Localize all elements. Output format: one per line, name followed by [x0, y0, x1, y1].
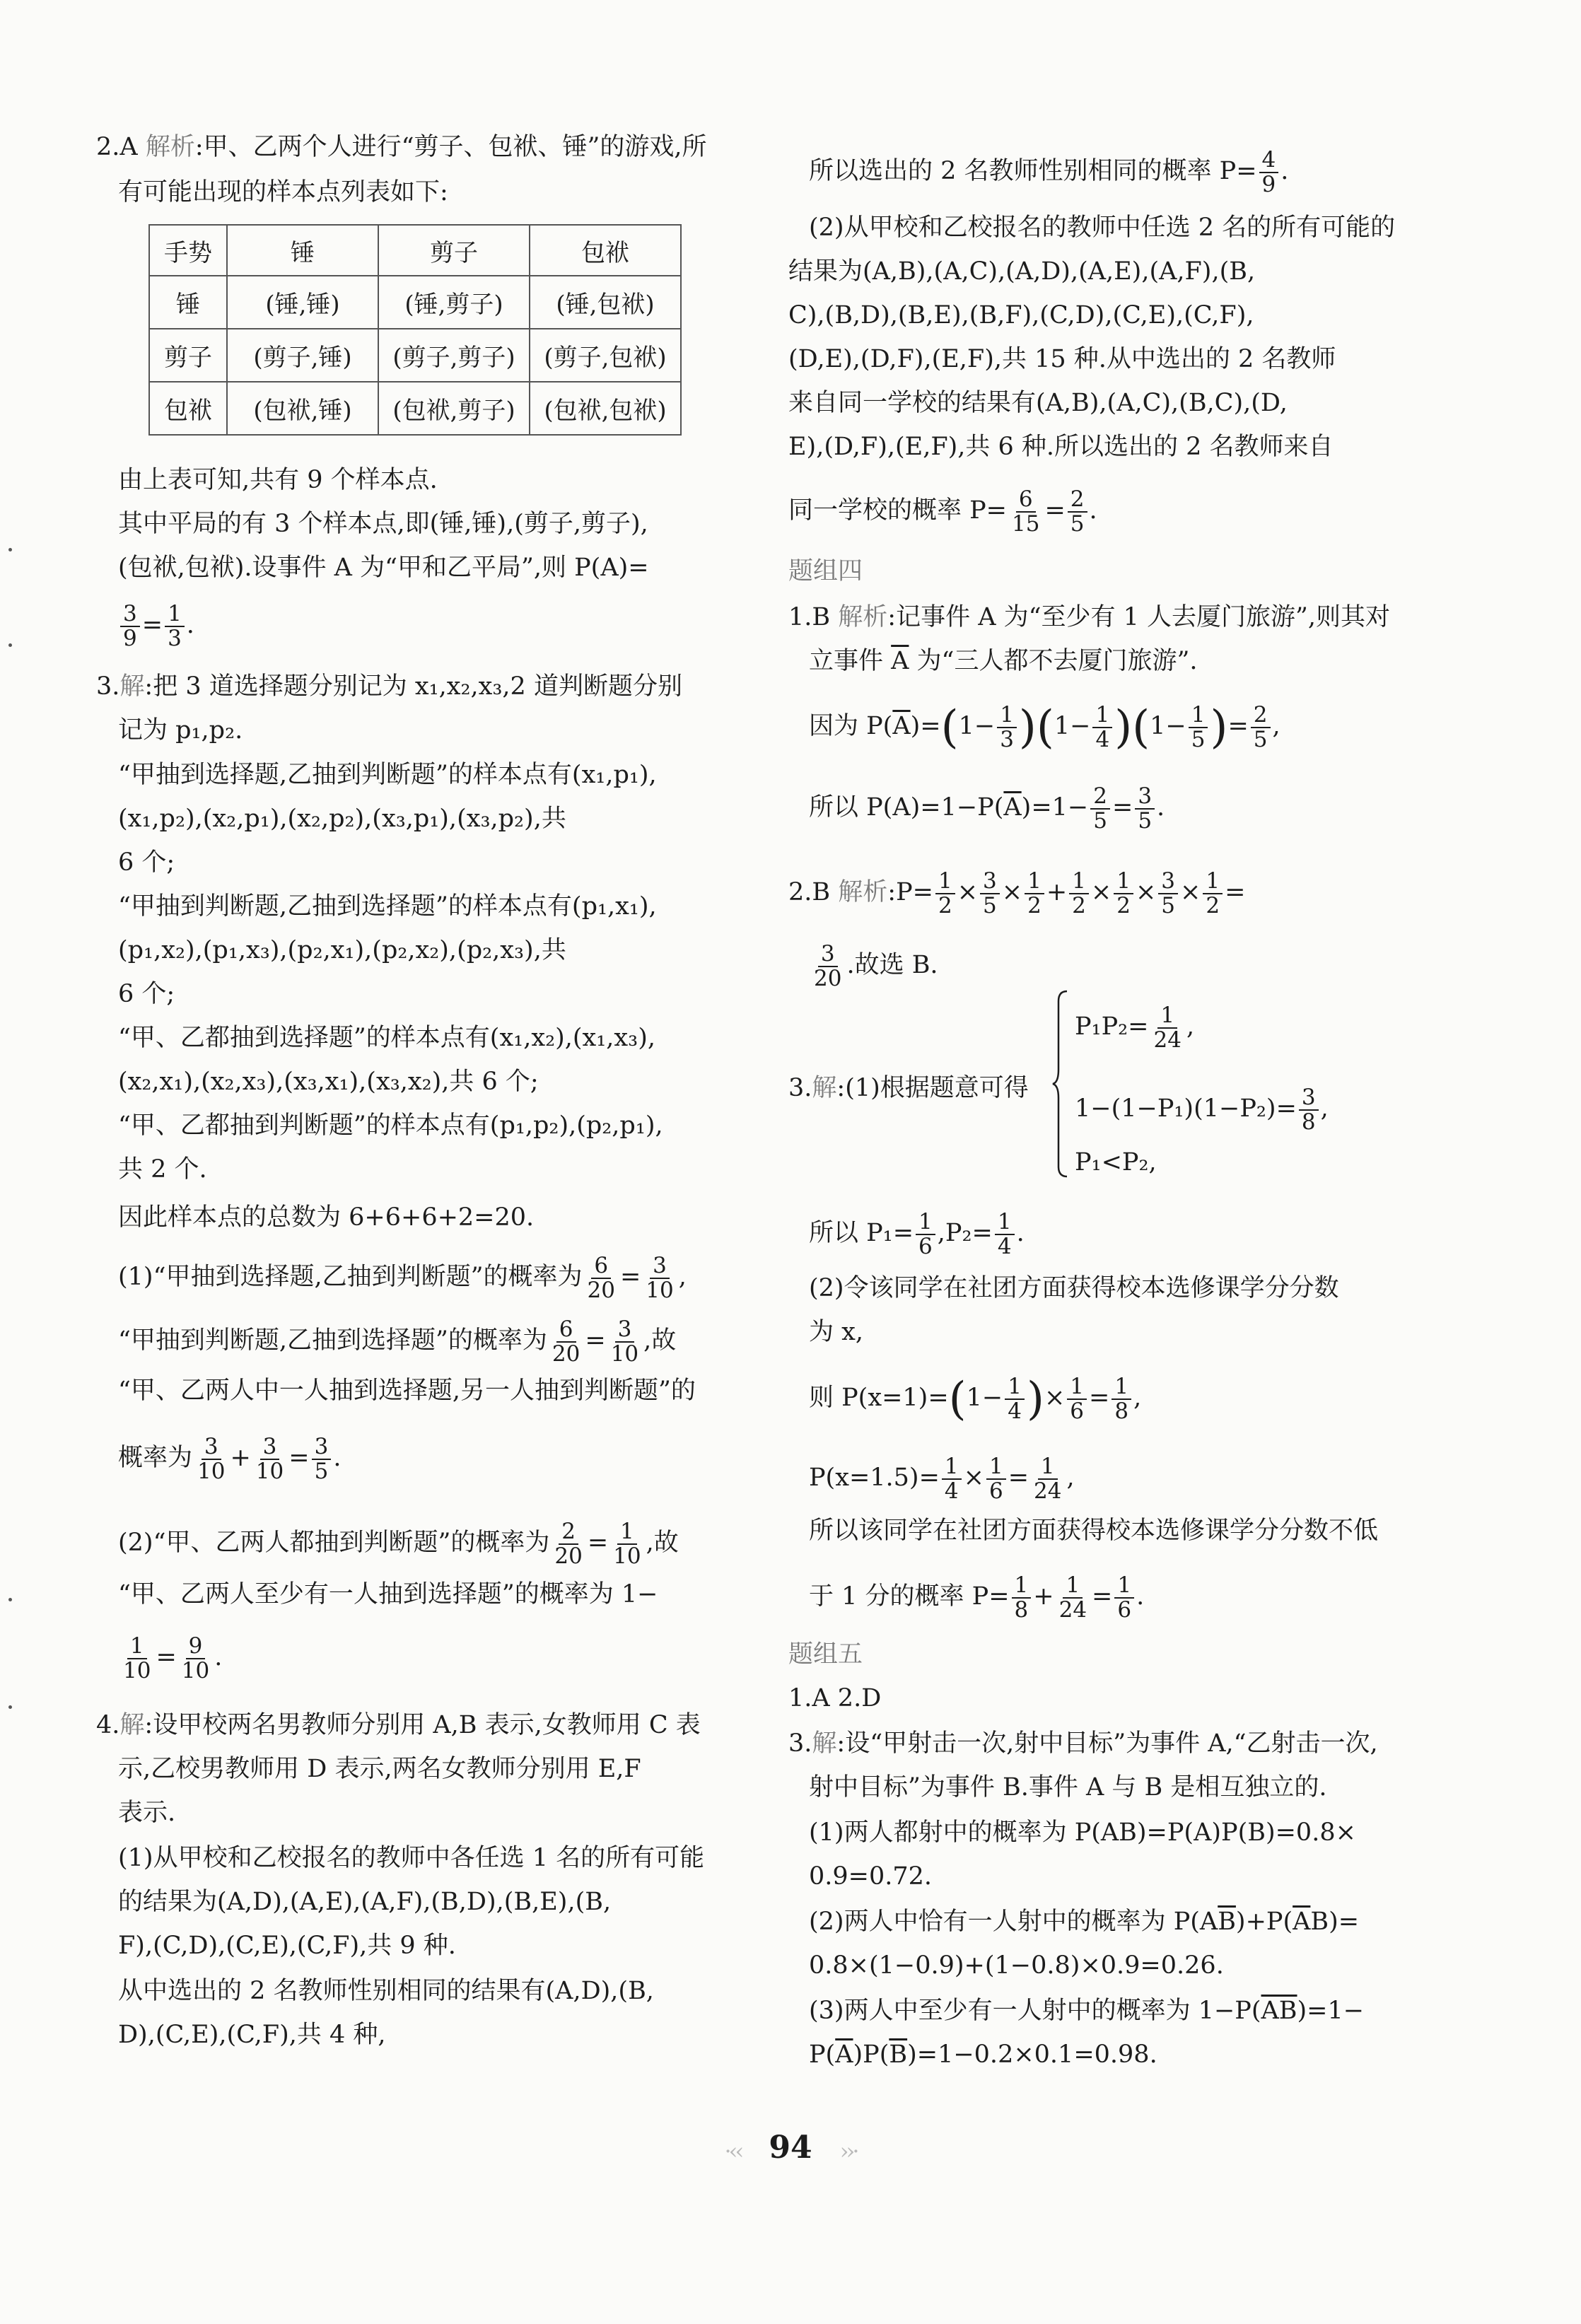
q2-line-2: 有可能出现的样本点列表如下: [118, 178, 448, 206]
fraction: $\frac{3}{5}$ [312, 1435, 332, 1483]
table-cell: 锤 [227, 225, 378, 276]
fraction: $\frac{3}{10}$ [197, 1434, 226, 1484]
fraction: $\frac{1}{6}$ [986, 1455, 1006, 1502]
g4q3-line-8: 于 1 分的概率 P= $\frac{1}{8}$ + $\frac{1}{24}$ = $\frac{1}{6}$ . [809, 1572, 1145, 1623]
table-cell: 锤 [149, 276, 227, 329]
answer-label: 解析 [145, 133, 195, 161]
fraction: $\frac{3}{9}$ [120, 602, 140, 650]
fraction: $\frac{2}{5}$ [1068, 488, 1087, 535]
fraction: $\frac{3}{10}$ [646, 1253, 674, 1303]
g5-line-3: 射中目标”为事件 B.事件 A 与 B 是相互独立的. [809, 1773, 1327, 1802]
group-heading-5: 题组五 [788, 1640, 863, 1669]
table-cell: (剪子,锤) [227, 329, 378, 382]
decor-left: ·‹‹ [724, 2137, 742, 2165]
table-cell: (剪子,包袱) [530, 329, 681, 382]
g5-line-4: (1)两人都射中的概率为 P(AB)=P(A)P(B)=0.8× [809, 1818, 1356, 1847]
r-line-2: (2)从甲校和乙校报名的教师中任选 2 名的所有可能的 [809, 214, 1396, 242]
fraction: $\frac{1}{6}$ [916, 1210, 935, 1258]
group-heading-4: 题组四 [788, 557, 863, 585]
g4q2-line-2: $\frac{3}{20}$ .故选 B. [809, 942, 938, 990]
fraction: $\frac{6}{15}$ [1012, 486, 1040, 537]
table-cell: (包袱,锤) [227, 382, 378, 435]
q4-line-8: D),(C,E),(C,F),共 4 种, [118, 2021, 386, 2049]
q3-line-12: 共 2 个. [118, 1155, 207, 1184]
fraction: $\frac{1}{3}$ [165, 602, 185, 650]
g4q3-line-1: 3.解:(1)根据题意可得 [788, 1074, 1029, 1102]
q4-line-1: 4.解:设甲校两名男教师分别用 A,B 表示,女教师用 C 表 [96, 1711, 701, 1739]
q3-line-10: (x₂,x₁),(x₂,x₃),(x₃,x₁),(x₃,x₂),共 6 个; [118, 1068, 539, 1096]
left-brace [1051, 988, 1070, 1179]
g4q1-line-1: 1.B 解析:记事件 A 为“至少有 1 人去厦门旅游”,则其对 [788, 603, 1391, 631]
fraction: $\frac{6}{20}$ [552, 1316, 581, 1367]
g4q1-line-3: 因为 $P(\overline{A})=(1-$ $\frac{1}{3}$ )(1− $\frac{1}{4}$ )(1− $\frac{1}{5}$ )= $\frac{2}{5}$ , [809, 701, 1280, 754]
q2-line-6: $\frac{3}{9}$ = $\frac{1}{3}$ . [118, 602, 194, 650]
q4-line-6: F),(C,D),(C,E),(C,F),共 9 种. [118, 1932, 456, 1960]
fraction: $\frac{3}{10}$ [610, 1316, 639, 1367]
g5-line-2: 3.解:设“甲射击一次,射中目标”为事件 A,“乙射击一次, [788, 1729, 1378, 1758]
q3-line-16: “甲、乙两人中一人抽到选择题,另一人抽到判断题”的 [118, 1377, 696, 1405]
scan-speck [8, 1705, 12, 1709]
fraction: $\frac{1}{6}$ [1067, 1375, 1087, 1423]
q2-line-3: 由上表可知,共有 9 个样本点. [118, 466, 438, 494]
table-cell: (锤,剪子) [378, 276, 530, 329]
g5-line-8: (3)两人中至少有一人射中的概率为 $1-P(\overline{AB})=1-$ [809, 1997, 1365, 2025]
q4-line-5: 的结果为(A,D),(A,E),(A,F),(B,D),(B,E),(B, [118, 1888, 612, 1916]
q3-line-4: (x₁,p₂),(x₂,p₁),(x₂,p₂),(x₃,p₁),(x₃,p₂),共 [118, 805, 566, 833]
fraction: $\frac{1}{10}$ [613, 1519, 641, 1569]
fraction: $\frac{1}{2}$ [1203, 870, 1223, 917]
scan-speck [8, 643, 12, 647]
g5-line-6: (2)两人中恰有一人射中的概率为 $P(A\overline{B})+P(\overline{A}B)=$ [809, 1908, 1360, 1936]
g4q3-line-6: P(x=1.5)= $\frac{1}{4}$ × $\frac{1}{6}$ = $\frac{1}{24}$ , [809, 1454, 1075, 1504]
eq-line-2: 1−(1−P₁)(1−P₂)= $\frac{3}{8}$ , [1075, 1085, 1329, 1135]
r-line-5: (D,E),(D,F),(E,F),共 15 种.从中选出的 2 名教师 [788, 345, 1336, 373]
g4q2-line-1: 2.B 解析:P= $\frac{1}{2}$ × $\frac{3}{5}$ × $\frac{1}{2}$ + $\frac{1}{2}$ × $\frac{1}{2}$ × $\frac{3}{5}$ × $\frac{1}{2}$ = [788, 868, 1246, 918]
g5-line-1: 1.A 2.D [788, 1684, 882, 1712]
q4-line-2: 示,乙校男教师用 D 表示,两名女教师分别用 E,F [118, 1755, 641, 1783]
fraction: $\frac{1}{24}$ [1153, 1003, 1182, 1053]
g5-line-7: 0.8×(1−0.9)+(1−0.8)×0.9=0.26. [809, 1951, 1224, 1980]
r-line-6: 来自同一学校的结果有(A,B),(A,C),(B,C),(D, [788, 389, 1288, 417]
q3-line-9: “甲、乙都抽到选择题”的样本点有(x₁,x₂),(x₁,x₃), [118, 1024, 655, 1052]
fraction: $\frac{1}{6}$ [1114, 1574, 1134, 1621]
q3-line-3: “甲抽到选择题,乙抽到判断题”的样本点有(x₁,p₁), [118, 761, 657, 789]
fraction: $\frac{3}{5}$ [1135, 785, 1155, 832]
r-line-3: 结果为(A,B),(A,C),(A,D),(A,E),(A,F),(B, [788, 257, 1256, 286]
fraction: $\frac{3}{8}$ [1299, 1086, 1319, 1133]
fraction: $\frac{1}{24}$ [1034, 1454, 1062, 1504]
table-cell: (锤,包袱) [530, 276, 681, 329]
q3-line-6: “甲抽到判断题,乙抽到选择题”的样本点有(p₁,x₁), [118, 892, 657, 921]
page-number: 94 [769, 2130, 812, 2166]
answer-label: 解 [119, 1711, 145, 1739]
g4q3-line-3: (2)令该同学在社团方面获得校本选修课学分分数 [809, 1274, 1339, 1302]
q4-line-4: (1)从甲校和乙校报名的教师中各任选 1 名的所有可能 [118, 1844, 705, 1872]
fraction: $\frac{1}{4}$ [995, 1210, 1015, 1258]
q3-line-13: 因此样本点的总数为 6+6+6+2=20. [118, 1203, 535, 1232]
q3-line-19: “甲、乙两人至少有一人抽到选择题”的概率为 1− [118, 1580, 658, 1608]
fraction: $\frac{1}{4}$ [1092, 703, 1112, 751]
q3-line-8: 6 个; [118, 980, 175, 1008]
r-line-1: 所以选出的 2 名教师性别相同的概率 P= $\frac{4}{9}$ . [809, 147, 1289, 197]
fraction: $\frac{3}{20}$ [814, 941, 842, 991]
fraction: $\frac{6}{20}$ [587, 1253, 615, 1303]
fraction: $\frac{1}{2}$ [935, 870, 955, 917]
fraction: $\frac{1}{2}$ [1114, 870, 1133, 917]
table-cell: 剪子 [149, 329, 227, 382]
table-row [149, 329, 681, 382]
answer-label: 解 [812, 1729, 837, 1758]
table-cell: (包袱,剪子) [378, 382, 530, 435]
q4-line-3: 表示. [118, 1799, 176, 1827]
table-row [149, 276, 681, 329]
table-cell: 包袱 [530, 225, 681, 276]
page-number-footer [0, 2128, 1581, 2167]
g4q3-line-7: 所以该同学在社团方面获得校本选修课学分分数不低 [809, 1517, 1379, 1545]
fraction: $\frac{3}{5}$ [980, 870, 1000, 917]
fraction: $\frac{2}{5}$ [1090, 785, 1110, 832]
fraction: $\frac{1}{8}$ [1112, 1375, 1131, 1423]
fraction: $\frac{4}{9}$ [1259, 148, 1279, 196]
q3-line-20: $\frac{1}{10}$ = $\frac{9}{10}$ . [118, 1635, 222, 1682]
q2-line-5: (包袱,包袱).设事件 A 为“甲和乙平局”,则 P(A)= [118, 554, 649, 582]
fraction: $\frac{3}{10}$ [255, 1434, 284, 1484]
r-line-7: E),(D,F),(E,F),共 6 种.所以选出的 2 名教师来自 [788, 433, 1334, 461]
fraction: $\frac{1}{10}$ [123, 1633, 151, 1683]
fraction: $\frac{1}{8}$ [1012, 1574, 1032, 1621]
eq-line-1: P₁P₂= $\frac{1}{24}$ , [1075, 1003, 1195, 1053]
fraction: $\frac{1}{2}$ [1069, 870, 1089, 917]
q3-line-18: (2)“甲、乙两人都抽到判断题”的概率为 $\frac{2}{20}$ = $\frac{1}{10}$ ,故 [118, 1519, 679, 1569]
q3-line-1: 3.解:把 3 道选择题分别记为 x₁,x₂,x₃,2 道判断题分别 [96, 672, 682, 701]
answer-label: 解析 [838, 603, 888, 631]
g4q1-line-4: 所以 $P(A)=1-P(\overline{A})=1-$ $\frac{2}{5}$ = $\frac{3}{5}$ . [809, 783, 1165, 834]
g4q3-line-2: 所以 P₁= $\frac{1}{6}$ ,P₂= $\frac{1}{4}$ . [809, 1209, 1025, 1259]
gesture-table [148, 224, 682, 436]
decor-right: ››· [839, 2137, 857, 2165]
fraction: $\frac{9}{10}$ [181, 1633, 210, 1683]
q3-line-11: “甲、乙都抽到判断题”的样本点有(p₁,p₂),(p₂,p₁), [118, 1111, 663, 1140]
q3-line-7: (p₁,x₂),(p₁,x₃),(p₂,x₁),(p₂,x₂),(p₂,x₃),共 [118, 936, 566, 964]
fraction: $\frac{1}{3}$ [997, 703, 1017, 751]
q3-line-2: 记为 p₁,p₂. [118, 716, 243, 745]
g5-line-9: $P(\overline{A})P(\overline{B})=1-0.2\times 0.1=0.98$. [809, 2040, 1157, 2069]
scan-speck [8, 548, 12, 551]
table-cell: (锤,锤) [227, 276, 378, 329]
fraction: $\frac{3}{5}$ [1158, 870, 1178, 917]
table-row [149, 382, 681, 435]
q3-line-5: 6 个; [118, 848, 175, 877]
fraction: $\frac{1}{2}$ [1025, 870, 1044, 917]
q3-line-15: “甲抽到判断题,乙抽到选择题”的概率为 $\frac{6}{20}$ = $\frac{3}{10}$ ,故 [118, 1316, 677, 1367]
table-cell: 包袱 [149, 382, 227, 435]
eq-line-3: P₁<P₂, [1075, 1148, 1157, 1176]
g4q3-line-5: 则 P(x=1)=(1− $\frac{1}{4}$ )× $\frac{1}{6}$ = $\frac{1}{8}$ , [809, 1372, 1142, 1425]
r-line-8: 同一学校的概率 P= $\frac{6}{15}$ = $\frac{2}{5}$ . [788, 486, 1097, 537]
fraction: $\frac{1}{4}$ [942, 1455, 962, 1502]
q4-line-7: 从中选出的 2 名教师性别相同的结果有(A,D),(B, [118, 1977, 654, 2005]
g5-line-5: 0.9=0.72. [809, 1862, 933, 1891]
scan-speck [8, 1598, 12, 1601]
fraction: $\frac{1}{24}$ [1058, 1572, 1087, 1623]
answer-label: 解析 [838, 878, 888, 907]
q2-line-1: 2.A 解析:甲、乙两个人进行“剪子、包袱、锤”的游戏,所 [96, 133, 707, 161]
fraction: $\frac{2}{20}$ [554, 1519, 583, 1569]
g4q1-line-2: 立事件 $\overline{A}$ 为“三人都不去厦门旅游”. [809, 647, 1198, 675]
table-cell: (包袱,包袱) [530, 382, 681, 435]
g4q3-line-4: 为 x, [809, 1318, 863, 1346]
fraction: $\frac{1}{5}$ [1189, 703, 1208, 751]
answer-label: 解 [812, 1074, 837, 1102]
q2-line-4: 其中平局的有 3 个样本点,即(锤,锤),(剪子,剪子), [118, 510, 648, 538]
fraction: $\frac{2}{5}$ [1251, 703, 1271, 751]
table-cell: 手势 [149, 225, 227, 276]
table-cell: (剪子,剪子) [378, 329, 530, 382]
q3-line-17: 概率为 $\frac{3}{10}$ + $\frac{3}{10}$ = $\frac{3}{5}$ . [118, 1434, 342, 1484]
q3-line-14: (1)“甲抽到选择题,乙抽到判断题”的概率为 $\frac{6}{20}$ = $\frac{3}{10}$ , [118, 1253, 687, 1303]
r-line-4: C),(B,D),(B,E),(B,F),(C,D),(C,E),(C,F), [788, 301, 1254, 329]
fraction: $\frac{1}{4}$ [1005, 1375, 1025, 1423]
table-cell: 剪子 [378, 225, 530, 276]
answer-label: 解 [119, 672, 145, 701]
table-row [149, 225, 681, 276]
